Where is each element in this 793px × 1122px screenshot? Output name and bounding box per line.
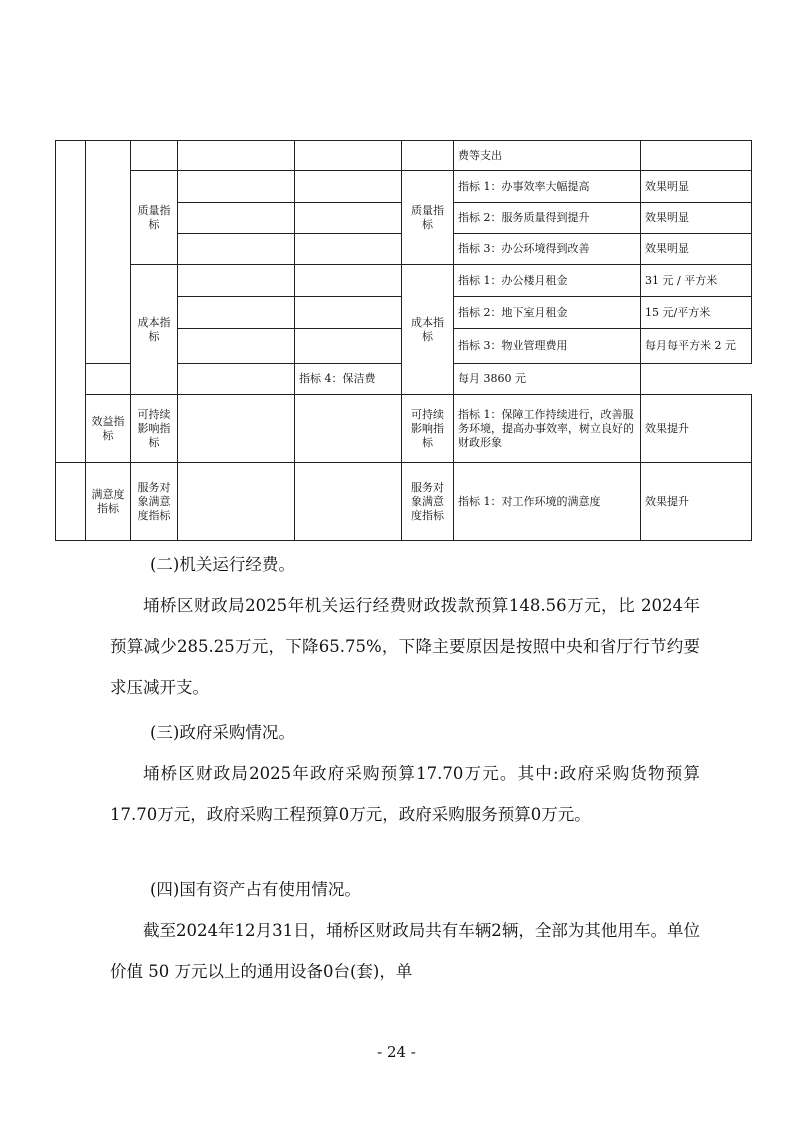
indicator-name: 指标 4：保洁费: [295, 364, 402, 395]
cost-label: 成本指标: [131, 265, 178, 395]
indicator-value: 效果提升: [641, 395, 752, 463]
quality-target-label: 质量指标: [402, 171, 454, 265]
indicator-name: 指标 1：办公楼月租金: [454, 265, 641, 297]
indicator-name: 指标 1：保障工作持续进行，改善服务环境，提高办事效率，树立良好的财政形象: [454, 395, 641, 463]
indicator-value: 每月每平方米 2 元: [641, 329, 752, 364]
indicator-value: 31 元 / 平方米: [641, 265, 752, 297]
indicator-name: 指标 1：办事效率大幅提高: [454, 171, 641, 203]
indicator-value: 每月 3860 元: [454, 364, 641, 395]
benefit-category: 效益指标: [86, 395, 131, 463]
section-heading-4: (四)国有资产占有使用情况。: [150, 880, 361, 899]
table-row: [56, 141, 752, 171]
indicator-name: 指标 2：服务质量得到提升: [454, 203, 641, 234]
page-number: - 24 -: [377, 1043, 416, 1061]
satisfaction-sub: 服务对象满意度指标: [131, 463, 178, 541]
table-row: [56, 463, 752, 541]
performance-target-table: [55, 140, 752, 541]
outer-category-cell: [56, 141, 86, 463]
indicator-value: 效果明显: [641, 203, 752, 234]
indicator-value: 15 元/平方米: [641, 297, 752, 329]
section-heading-3: (三)政府采购情况。: [150, 723, 295, 742]
table-row: [56, 395, 752, 463]
table-row: [56, 171, 752, 203]
table-row: [56, 265, 752, 297]
satisfaction-category: 满意度指标: [86, 463, 131, 541]
target-text: 费等支出: [454, 141, 641, 171]
section-body-4: 截至2024年12月31日，埇桥区财政局共有车辆2辆，全部为其他用车。单位价值 50 万元以上的通用设备0台(套)，单: [110, 921, 700, 981]
quality-label: 质量指标: [131, 171, 178, 265]
indicator-name: 指标 3：物业管理费用: [454, 329, 641, 364]
indicator-name: 指标 2：地下室月租金: [454, 297, 641, 329]
section-heading-2: (二)机关运行经费。: [150, 555, 295, 574]
indicator-name: 指标 1：对工作环境的满意度: [454, 463, 641, 541]
indicator-value: 效果提升: [641, 463, 752, 541]
section-body-3: 埇桥区财政局2025年政府采购预算17.70万元。其中:政府采购货物预算17.70万元，政府采购工程预算0万元，政府采购服务预算0万元。: [110, 764, 700, 824]
indicator-name: 指标 3：办公环境得到改善: [454, 234, 641, 265]
cost-target-label: 成本指标: [402, 265, 454, 395]
indicator-value: 效果明显: [641, 171, 752, 203]
benefit-target-label: 可持续影响指标: [402, 395, 454, 463]
satisfaction-target-label: 服务对象满意度指标: [402, 463, 454, 541]
indicator-value: 效果明显: [641, 234, 752, 265]
section-body-2: 埇桥区财政局2025年机关运行经费财政拨款预算148.56万元，比 2024年预算减少285.25万元，下降65.75%，下降主要原因是按照中央和省厅行节约要求压减开支。: [110, 596, 700, 697]
benefit-sub: 可持续影响指标: [131, 395, 178, 463]
output-category-cell: [86, 141, 131, 364]
